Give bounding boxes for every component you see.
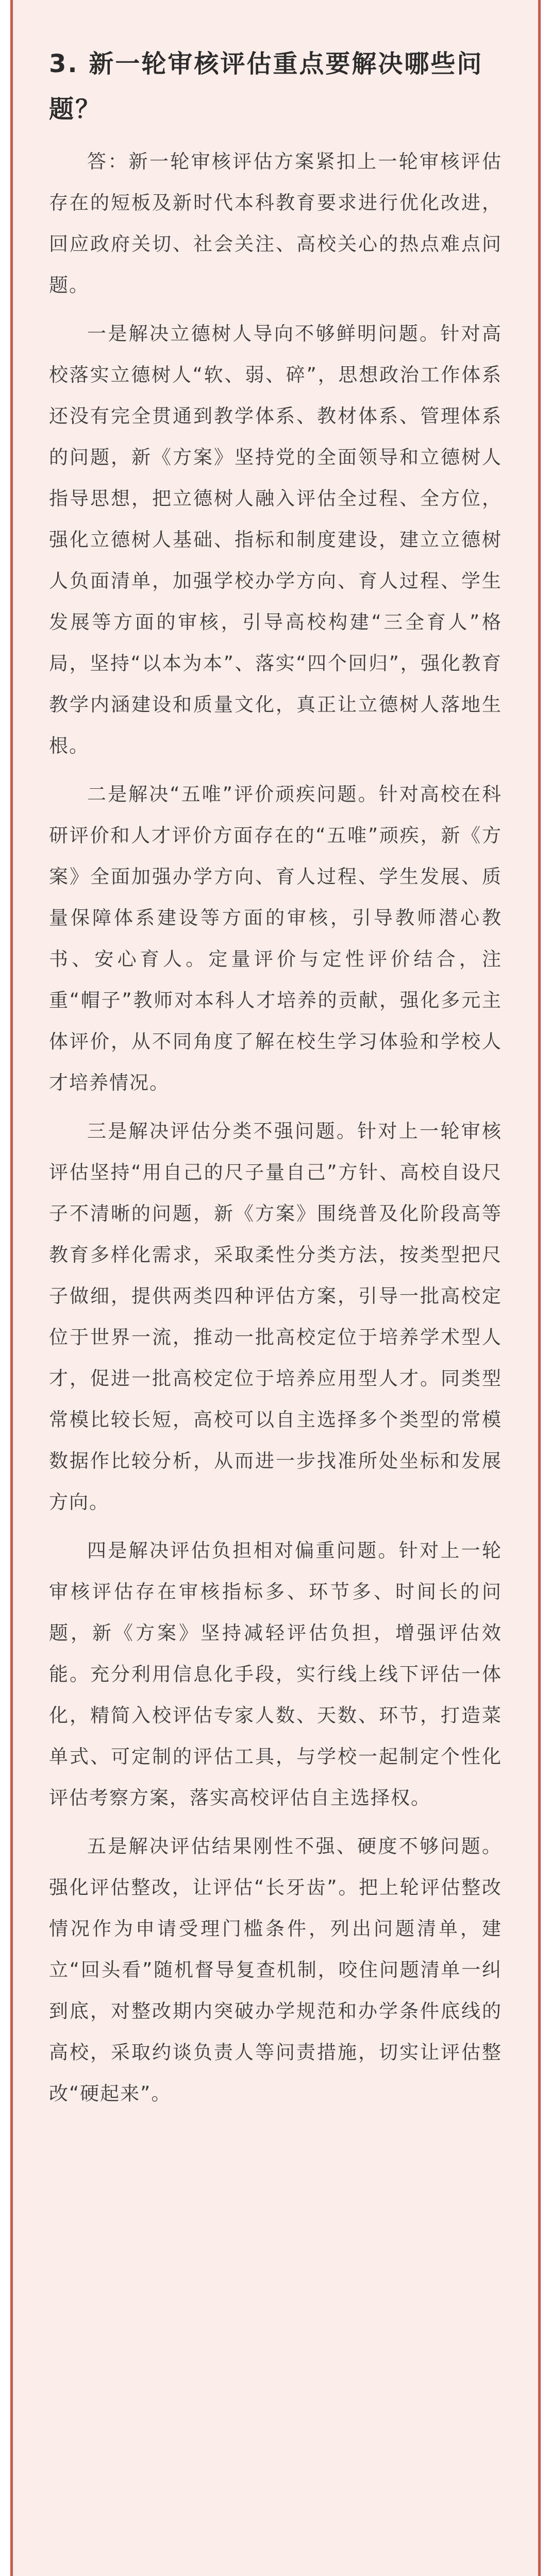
wechat-icon [425,2574,443,2576]
answer-intro-paragraph: 答：新一轮审核评估方案紧扣上一轮审核评估存在的短板及新时代本科教育要求进行优化改进，回应政府关切、社会关注、高校关心的热点难点问题。 [49,150,502,296]
watermark [425,2574,533,2576]
point-one-paragraph: 一是解决立德树人导向不够鲜明问题。针对高校落实立德树人“软、弱、碎”，思想政治工作体系还没有完全贯通到教学体系、教材体系、管理体系的问题，新《方案》坚持党的全面领导和立德树人指导思想，把立德树人融入评估全过程、全方位，强化立德树人基础、指标和制度建设，建立立德树人负面清单，加强学校办学方向、育人过程、学生发展等方面的审核，引导高校构建“三全育人”格局，坚持“以本为本”、落实“四个回归”，强化教育教学内涵建设和质量文化，真正让立德树人落地生根。 [49,323,502,757]
watermark-text [447,2574,533,2576]
article-frame [10,0,541,2576]
point-four-paragraph: 四是解决评估负担相对偏重问题。针对上一轮审核评估存在审核指标多、环节多、时间长的问题，新《方案》坚持减轻评估负担，增强评估效能。充分利用信息化手段，实行线上线下评估一体化，精简入校评估专家人数、天数、环节，打造菜单式、可定制的评估工具，与学校一起制定个性化评估考察方案，落实高校评估自主选择权。 [49,1539,502,1809]
point-five-paragraph: 五是解决评估结果刚性不强、硬度不够问题。强化评估整改，让评估“长牙齿”。把上轮评估整改情况作为申请受理门槛条件，列出问题清单，建立“回头看”随机督导复查机制，咬住问题清单一纠到底，对整改期内突破办学规范和办学条件底线的高校，采取约谈负责人等问责措施，切实让评估整改“硬起来”。 [49,1835,502,2105]
section-heading: 3. 新一轮审核评估重点要解决哪些问题？ [49,49,483,124]
article-content [49,41,502,2122]
point-three-paragraph: 三是解决评估分类不强问题。针对上一轮审核评估坚持“用自己的尺子量自己”方针、高校自设尺子不清晰的问题，新《方案》围绕普及化阶段高等教育多样化需求，采取柔性分类方法，按类型把尺子做细，提供两类四种评估方案，引导一批高校定位于世界一流，推动一批高校定位于培养学术型人才，促进一批高校定位于培养应用型人才。同类型常模比较长短，高校可以自主选择多个类型的常模数据作比较分析，从而进一步找准所处坐标和发展方向。 [49,1120,502,1513]
point-two-paragraph: 二是解决“五唯”评价顽疾问题。针对高校在科研评价和人才评价方面存在的“五唯”顽疾，新《方案》全面加强办学方向、育人过程、学生发展、质量保障体系建设等方面的审核，引导教师潜心教书、安心育人。定量评价与定性评价结合，注重“帽子”教师对本科人才培养的贡献，强化多元主体评价，从不同角度了解在校生学习体验和学校人才培养情况。 [49,783,502,1094]
